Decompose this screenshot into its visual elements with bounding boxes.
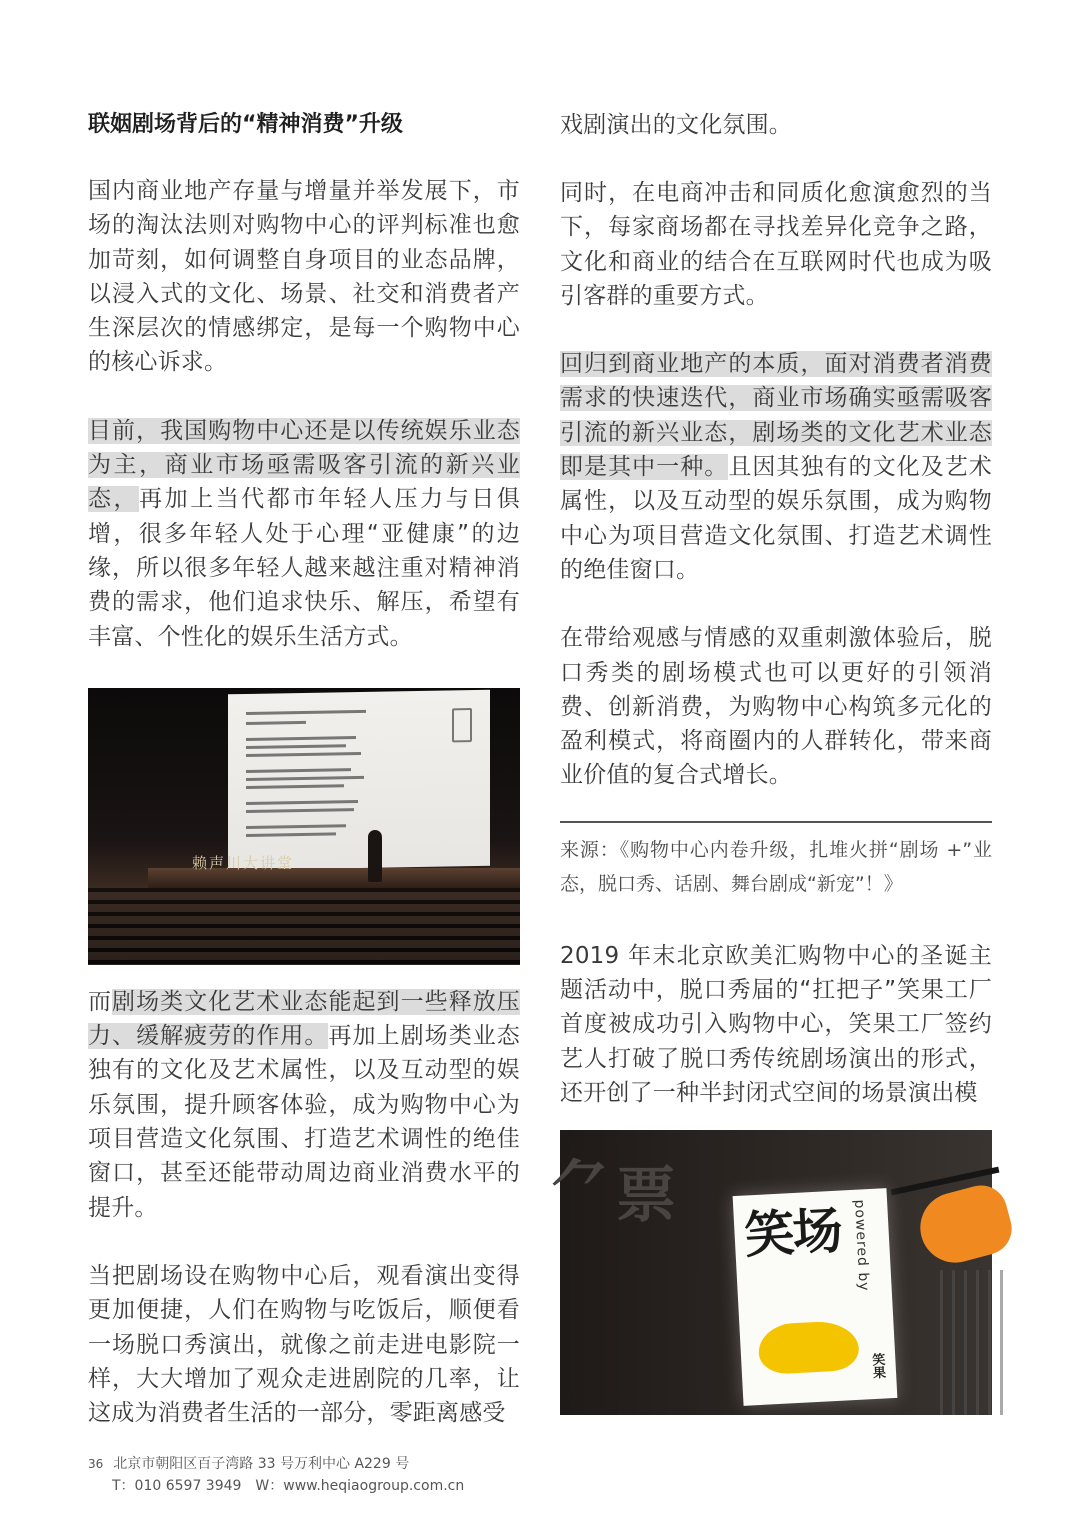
sign-powered-by: powered by (850, 1199, 872, 1293)
paragraph-continued: 戏剧演出的文化氛围。 (560, 112, 792, 138)
lightbox-sign (733, 1188, 898, 1406)
paragraph-1: 国内商业地产存量与增量并举发展下，市场的淘汰法则对购物中心的评判标准也愈加苛刻，如何调整自身项目的业态品牌，以浸入式的文化、场景、社交和消费者产生深层次的情感绑定，是每一个购物中心的核心诉求。 (88, 178, 520, 376)
paragraph-4: 当把剧场设在购物中心后，观看演出变得更加便捷，人们在购物与吃饭后，顺便看一场脱口秀演出，就像之前走进电影院一样，大大增加了观众走进剧院的几率，让这成为消费者生活的一部分，零距离感受 (88, 1262, 520, 1427)
paragraph-6 (560, 347, 992, 587)
theatre-logo-icon (452, 708, 472, 742)
paragraph-8: 2019 年末北京欧美汇购物中心的圣诞主题活动中，脱口秀届的“扛把子”笑果工厂首度被成功引入购物中心，笑果工厂签约艺人打破了脱口秀传统剧场演出的形式，还开创了一种半封闭式空间的场景演出模 (560, 942, 992, 1106)
highlight-text: 回归到商业地产的本质，面对消费者消费需求的快速迭代，商业市场确实亟需吸客引流的新兴业态，剧场类的文化艺术业态即是其中一种。 (560, 351, 992, 481)
sign-brand: 笑果 (869, 1352, 886, 1380)
paragraph-text: 再加上当代都市年轻人压力与日俱增，很多年轻人处于心理“亚健康”的边缘，所以很多年轻人越来越注重对精神消费的需求，他们追求快乐、解压，希望有丰富、个性化的娱乐生活方式。 (88, 486, 521, 650)
paragraph-7: 在带给观感与情感的双重刺激体验后，脱口秀类的剧场模式也可以更好的引领消费、创新消费，为购物中心构筑多元化的盈利模式，将商圈内的人群转化，带来商业价值的复合式增长。 (560, 625, 992, 789)
footer-contact: T：010 6597 3949 W：www.heqiaogroup.com.cn (112, 1478, 465, 1494)
footer-address: 北京市朝阳区百子湾路 33 号万利中心 A229 号 (113, 1456, 410, 1472)
sign-title: 笑场 (743, 1201, 843, 1265)
audience-seats (88, 888, 520, 965)
source-citation: 来源：《购物中心内卷升级，扎堆火拼“剧场 +”业态，脱口秀、话剧、舞台剧成“新宠”！》 (560, 838, 992, 895)
highlight-text: 目前，我国购物中心还是以传统娱乐业态为主，商业市场亟需吸客引流的新兴业态， (88, 417, 520, 513)
stage-banner-text: 赖声川大讲堂 (192, 853, 295, 872)
paragraph-text: 且因其独有的文化及艺术属性，以及互动型的娱乐氛围，成为购物中心为项目营造文化氛围、打造艺术调性的绝佳窗口。 (560, 454, 992, 583)
yellow-blob-logo-icon (757, 1320, 859, 1375)
paragraph-2 (88, 414, 520, 654)
paragraph-text: 而 (88, 988, 113, 1015)
highlight-text: 剧场类文化艺术业态能起到一些释放压力、缓解疲劳的作用。 (88, 988, 520, 1050)
footer-line-1 (88, 1453, 464, 1475)
laugh-venue-sign-photo (550, 1130, 992, 1415)
paragraph-text: 再加上剧场类业态独有的文化及艺术属性，以及互动型的娱乐氛围，提升顾客体验，成为购物中心为项目营造文化氛围、打造艺术调性的绝佳窗口，甚至还能带动周边商业消费水平的提升。 (88, 1023, 520, 1221)
left-column (88, 108, 520, 1464)
performer-figure (368, 830, 382, 882)
page-footer (88, 1453, 464, 1497)
paragraph-3 (88, 985, 520, 1225)
source-divider (560, 821, 992, 823)
projection-screen (228, 690, 490, 871)
page-number: 36 (88, 1457, 104, 1471)
paragraph-5: 同时，在电商冲击和同质化愈演愈烈的当下，每家商场都在寻找差异化竞争之路，文化和商业的结合在互联网时代也成为吸引客群的重要方式。 (560, 180, 992, 309)
railing (940, 1270, 1010, 1415)
article-heading: 联姻剧场背后的“精神消费”升级 (88, 112, 403, 137)
wall-character: ⺈ (550, 1153, 610, 1224)
orange-sign (912, 1180, 1017, 1271)
theatre-stage-photo (88, 688, 520, 965)
right-column (550, 108, 992, 1435)
wall-character: 票 (616, 1161, 676, 1232)
